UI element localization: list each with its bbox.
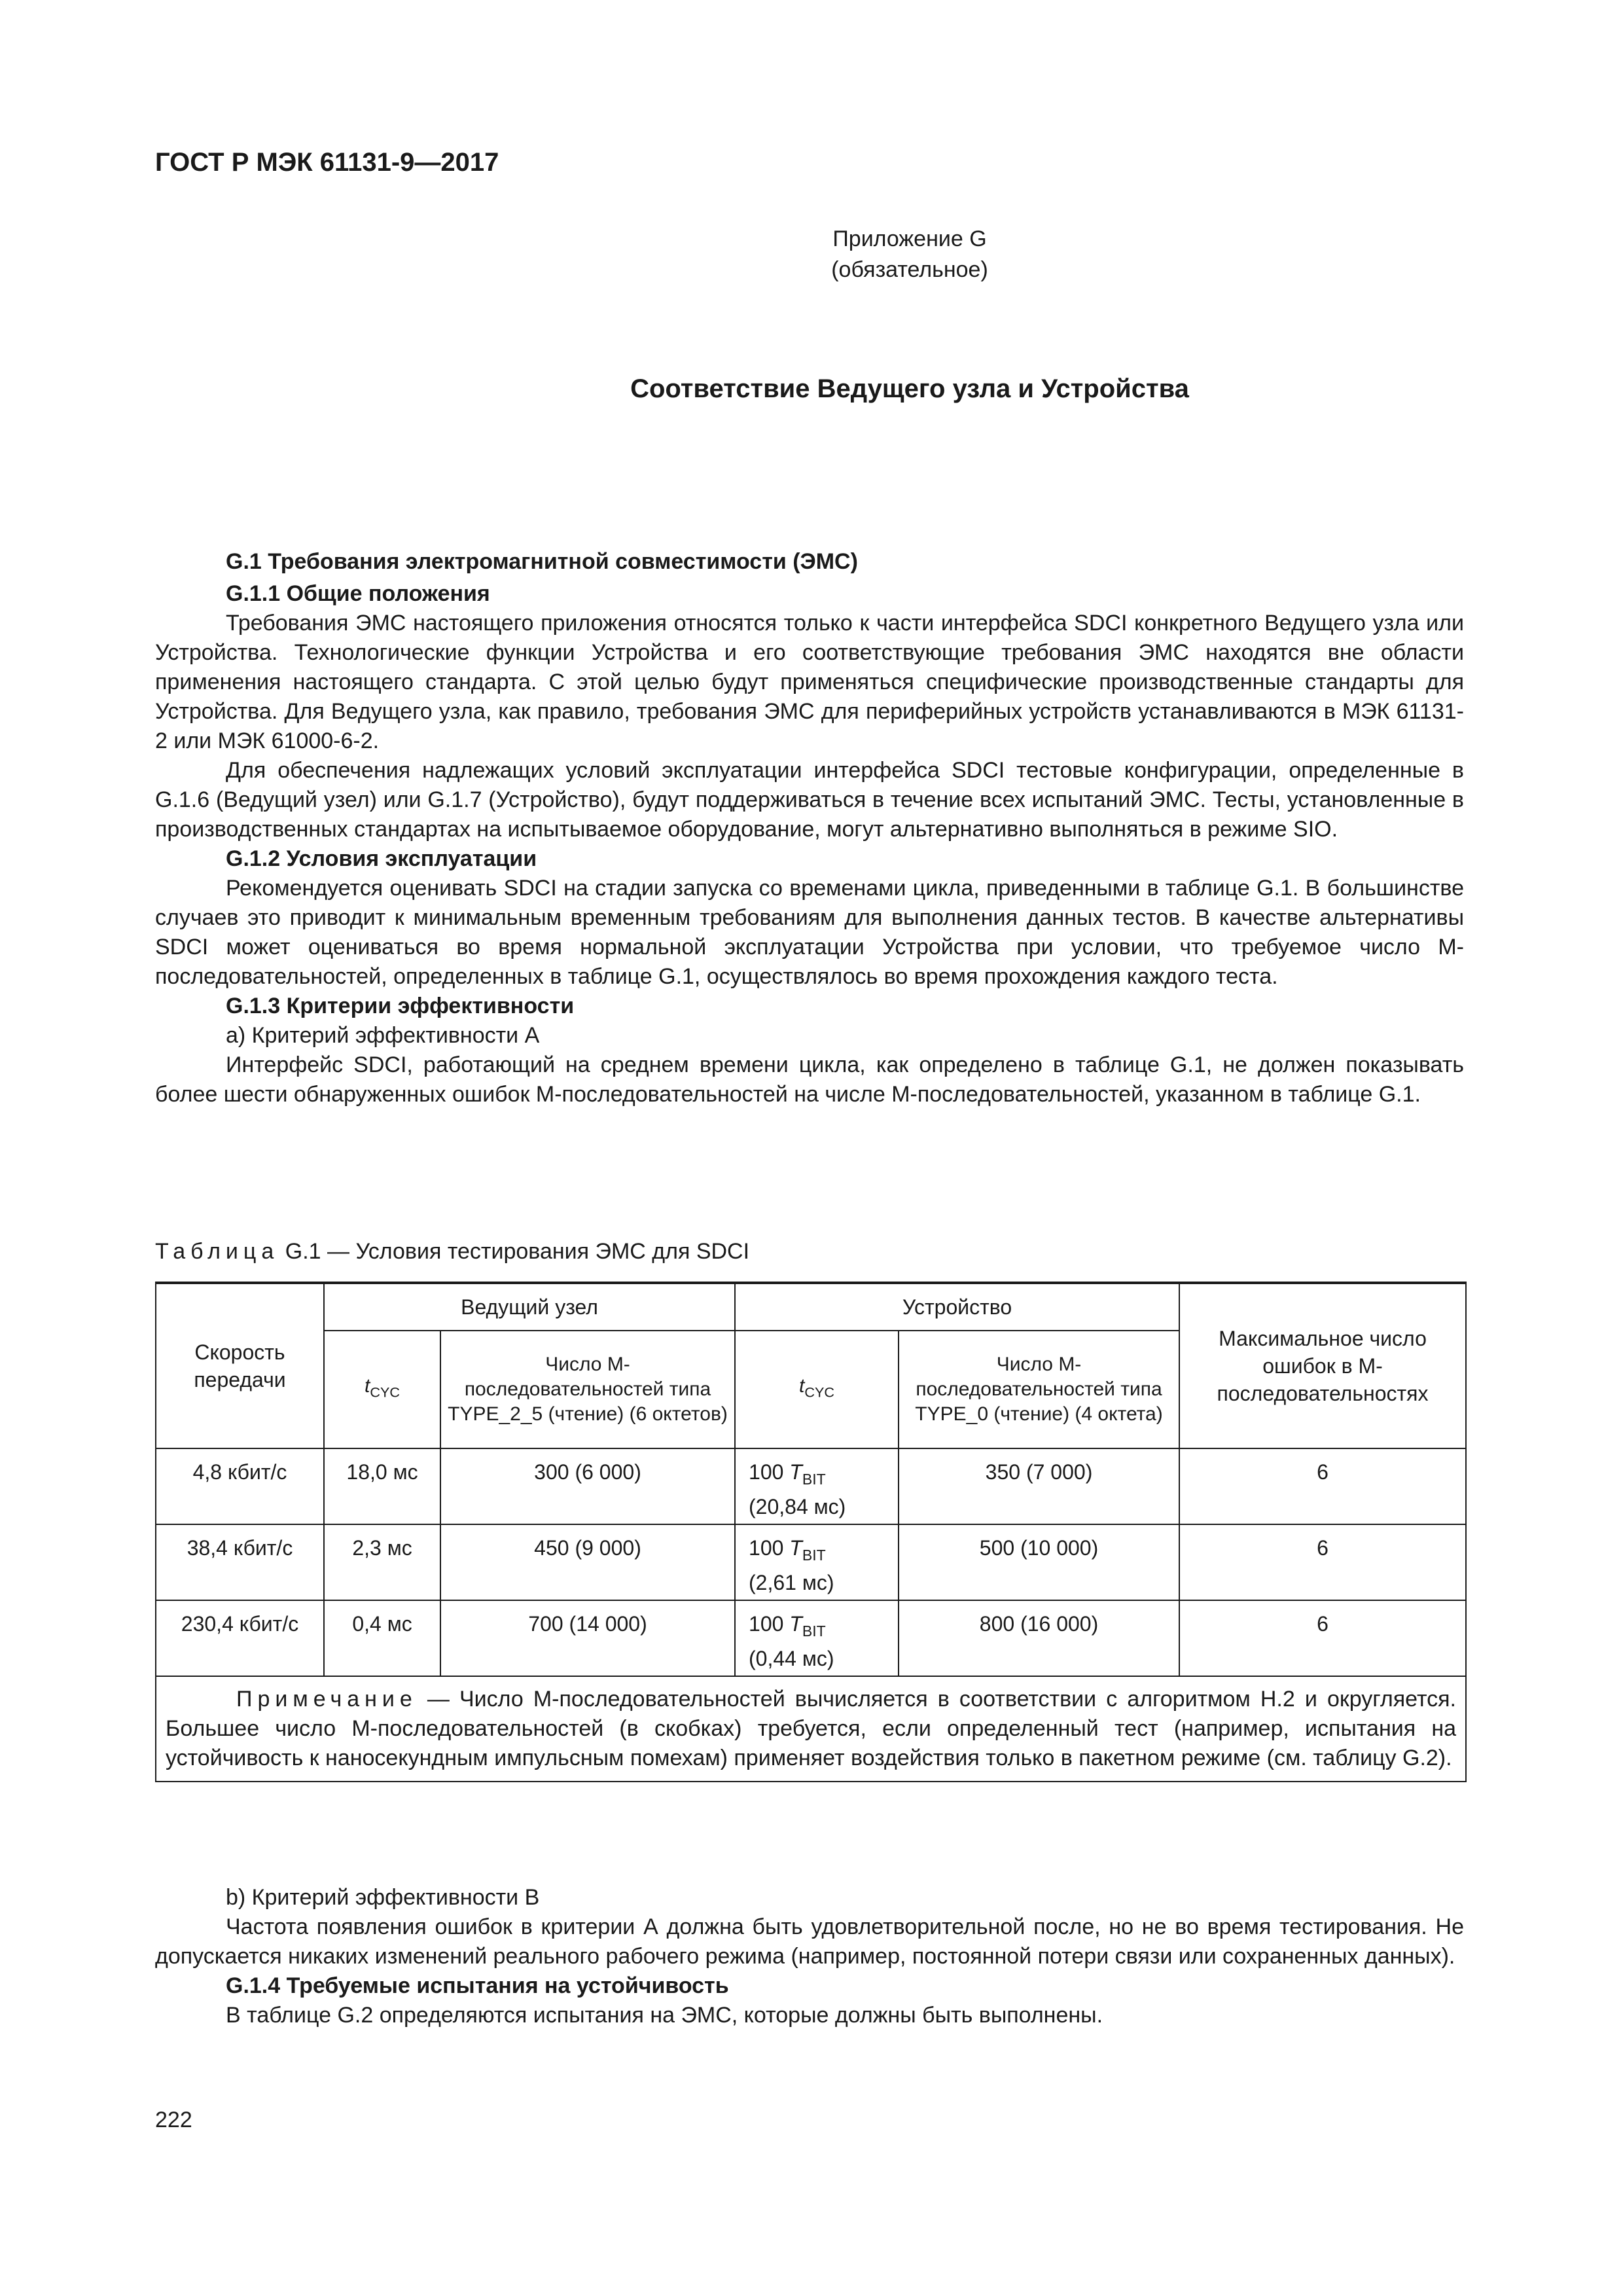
table-row <box>156 1600 1466 1676</box>
header-t-sub: CYC <box>804 1384 834 1401</box>
cell-master-t: 0,4 мс <box>324 1600 440 1676</box>
table-caption-text: G.1 — Условия тестирования ЭМС для SDCI <box>285 1239 750 1264</box>
cell-max-errors: 6 <box>1179 1448 1466 1524</box>
header-device: Устройство <box>735 1283 1179 1331</box>
paragraph: В таблице G.2 определяются испытания на ЭМС, которые должны быть выполнены. <box>226 2003 1103 2028</box>
table-caption-label: Таблица <box>155 1239 279 1264</box>
table-note-text: — Число М-последовательностей вычисляется в соответствии с алгоритмом Н.2 и округляется. Большее число М-последовательностей (в скобках) требуется, если определенный тест (например, испытания на устойчивость к наносекундным импульсным помехам) применяет воздействия только в пакетном режиме (см. таблицу G.2). <box>166 1687 1457 1770</box>
paragraph: Рекомендуется оценивать SDCI на стадии запуска со временами цикла, приведенными в таблице G.1. В большинстве случаев это приводит к минимальным временным требованиям для выполнения данных тестов. В качестве альтернативы SDCI может оцениваться во время нормальной эксплуатации Устройства при условии, что требуемое число М-последовательностей, определенных в таблице G.1, осуществлялось во время прохождения каждого теста. <box>155 876 1464 989</box>
section-heading-g1: G.1 Требования электромагнитной совместимости (ЭМС) <box>226 549 858 574</box>
table-caption <box>155 1237 749 1266</box>
table-row <box>156 1524 1466 1600</box>
section-heading-g11: G.1.1 Общие положения <box>226 581 490 606</box>
header-master-count: Число М-последовательностей типа TYPE_2_5 (чтение) (6 октетов) <box>440 1331 735 1448</box>
cell-device-t-sub: BIT <box>802 1547 826 1564</box>
cell-device-t-sub: BIT <box>802 1623 826 1640</box>
document-id: ГОСТ Р МЭК 61131-9—2017 <box>155 148 499 177</box>
cell-master-t: 2,3 мс <box>324 1524 440 1600</box>
cell-device-t-sub: BIT <box>802 1471 826 1488</box>
section-heading-g14: G.1.4 Требуемые испытания на устойчивость <box>226 1973 729 1998</box>
section-g1 <box>155 547 1464 1109</box>
cell-device-t <box>735 1600 899 1676</box>
table-note <box>156 1676 1466 1782</box>
emc-conditions-table <box>155 1282 1467 1782</box>
header-master: Ведущий узел <box>324 1283 735 1331</box>
list-item-a: а) Критерий эффективности А <box>226 1023 540 1048</box>
header-master-tcyc <box>324 1331 440 1448</box>
cell-device-count: 350 (7 000) <box>899 1448 1179 1524</box>
cell-device-t-var: T <box>789 1460 802 1484</box>
header-t-var: t <box>365 1375 370 1397</box>
header-speed: Скорость передачи <box>156 1283 324 1448</box>
cell-speed: 38,4 кбит/с <box>156 1524 324 1600</box>
annex-title: Приложение G <box>832 226 987 251</box>
cell-device-count: 800 (16 000) <box>899 1600 1179 1676</box>
cell-device-t-prefix: 100 <box>749 1460 784 1484</box>
annex-heading: Соответствие Ведущего узла и Устройства <box>630 374 1189 403</box>
paragraph: Интерфейс SDCI, работающий на среднем времени цикла, как определено в таблице G.1, не должен показывать более шести обнаруженных ошибок М-последовательностей на числе М-последовательностей, указанном в таблице G.1. <box>155 1052 1464 1107</box>
cell-device-t-prefix: 100 <box>749 1536 784 1560</box>
paragraph: Частота появления ошибок в критерии А должна быть удовлетворительной после, но не во время тестирования. Не допускается никаких изменений реального рабочего режима (например, постоянной потери связи или сохраненных данных). <box>155 1914 1464 1969</box>
cell-device-count: 500 (10 000) <box>899 1524 1179 1600</box>
cell-max-errors: 6 <box>1179 1524 1466 1600</box>
table-note-label: Примечание <box>236 1687 418 1712</box>
header-max-errors: Максимальное число ошибок в М-последовательностях <box>1179 1283 1466 1448</box>
paragraph: Для обеспечения надлежащих условий эксплуатации интерфейса SDCI тестовые конфигурации, определенные в G.1.6 (Ведущий узел) или G.1.7 (Устройство), будут поддерживаться в течение всех испытаний ЭМС. Тесты, установленные в производственных стандартах на испытываемое оборудование, могут альтернативно выполняться в режиме SIO. <box>155 758 1464 842</box>
header-t-var: t <box>799 1375 805 1397</box>
cell-device-t-var: T <box>789 1612 802 1636</box>
cell-device-t-prefix: 100 <box>749 1612 784 1636</box>
cell-max-errors: 6 <box>1179 1600 1466 1676</box>
cell-device-t-ms: (20,84 мс) <box>749 1495 846 1519</box>
cell-master-t: 18,0 мс <box>324 1448 440 1524</box>
header-t-sub: CYC <box>370 1384 400 1401</box>
annex-type: (обязательное) <box>831 257 988 282</box>
header-device-tcyc <box>735 1331 899 1448</box>
cell-speed: 230,4 кбит/с <box>156 1600 324 1676</box>
cell-master-count: 700 (14 000) <box>440 1600 735 1676</box>
section-heading-g13: G.1.3 Критерии эффективности <box>226 994 575 1018</box>
header-device-count: Число М-последовательностей типа TYPE_0 (чтение) (4 октета) <box>899 1331 1179 1448</box>
paragraph: Требования ЭМС настоящего приложения относятся только к части интерфейса SDCI конкретного Ведущего узла или Устройства. Технологические функции Устройства и его соответствующие требования ЭМС находятся вне области применения настоящего стандарта. С этой целью будут применяться специфические производственные стандарты для Устройства. Для Ведущего узла, как правило, требования ЭМС для периферийных устройств устанавливаются в МЭК 61131-2 или МЭК 61000-6-2. <box>155 611 1464 753</box>
table-row <box>156 1448 1466 1524</box>
cell-master-count: 300 (6 000) <box>440 1448 735 1524</box>
cell-device-t <box>735 1448 899 1524</box>
section-heading-g12: G.1.2 Условия эксплуатации <box>226 846 537 871</box>
cell-device-t-var: T <box>789 1536 802 1560</box>
cell-speed: 4,8 кбит/с <box>156 1448 324 1524</box>
list-item-b: b) Критерий эффективности В <box>226 1885 540 1910</box>
cell-master-count: 450 (9 000) <box>440 1524 735 1600</box>
cell-device-t-ms: (0,44 мс) <box>749 1647 834 1671</box>
page-number: 222 <box>155 2108 192 2132</box>
section-g13-b <box>155 1883 1464 2030</box>
cell-device-t-ms: (2,61 мс) <box>749 1571 834 1595</box>
cell-device-t <box>735 1524 899 1600</box>
